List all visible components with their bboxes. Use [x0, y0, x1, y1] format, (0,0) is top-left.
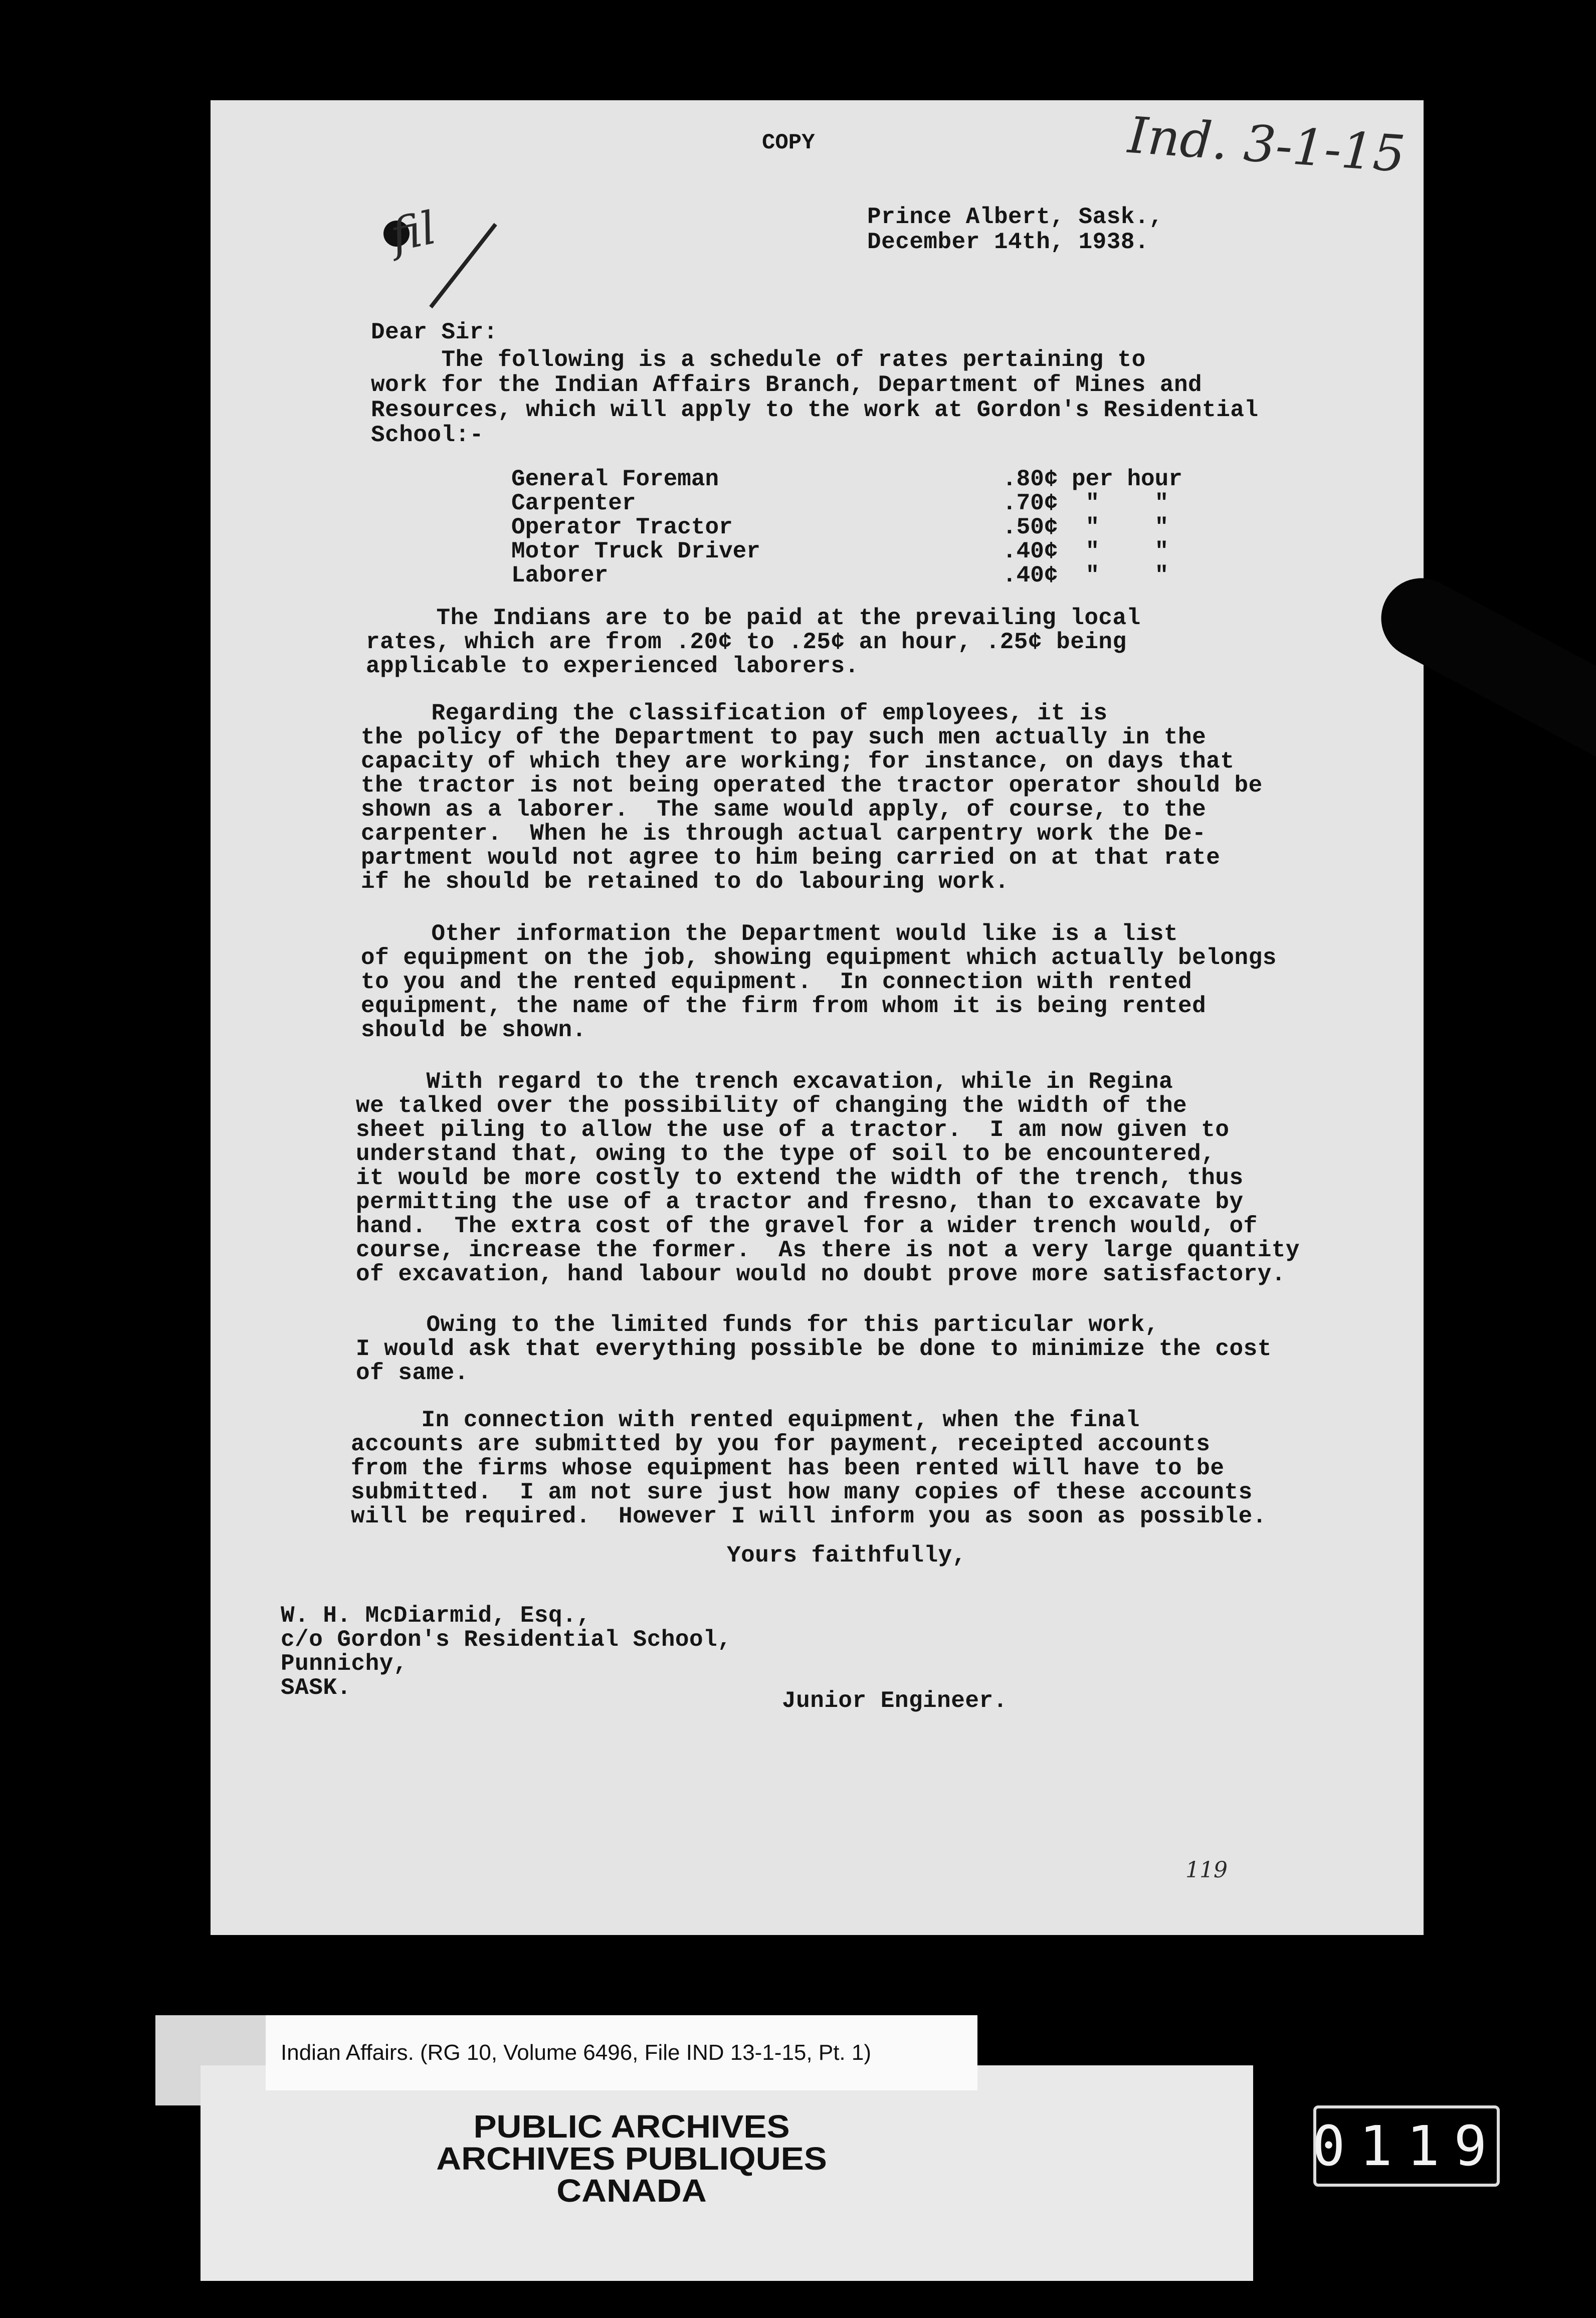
text-line: of same.: [356, 1360, 469, 1386]
signature-title: Junior Engineer.: [782, 1688, 1008, 1714]
text-line: shown as a laborer. The same would apply, of course, to the: [361, 797, 1207, 823]
text-line: The following is a schedule of rates pertaining to: [371, 347, 1146, 373]
text-line: rates, which are from .20¢ to .25¢ an hour, .25¢ being: [366, 629, 1127, 655]
text-line: Resources, which will apply to the work at Gordon's Residential: [371, 397, 1259, 423]
salutation: Dear Sir:: [371, 319, 498, 345]
copy-label: COPY: [762, 130, 815, 155]
text-line: accounts are submitted by you for payment, receipted accounts: [351, 1431, 1211, 1457]
rate-value: .40¢ " ": [1003, 538, 1169, 564]
text-line: hand. The extra cost of the gravel for a wider trench would, of: [356, 1213, 1258, 1239]
archives-stamp: [381, 2110, 882, 2207]
closing: Yours faithfully,: [727, 1542, 966, 1569]
text-line: equipment, the name of the firm from whom it is being rented: [361, 993, 1207, 1019]
text-line: partment would not agree to him being carried on at that rate: [361, 845, 1221, 871]
letter-date: December 14th, 1938.: [867, 229, 1149, 255]
text-line: W. H. McDiarmid, Esq.,: [281, 1603, 591, 1629]
text-line: c/o Gordon's Residential School,: [281, 1627, 732, 1653]
text-line: understand that, owing to the type of soil to be encountered,: [356, 1141, 1216, 1167]
archives-line-2: ARCHIVES PUBLIQUES: [436, 2141, 827, 2177]
text-line: In connection with rented equipment, when the final: [351, 1407, 1140, 1433]
text-line: sheet piling to allow the use of a tractor. I am now given to: [356, 1117, 1230, 1143]
text-line: of equipment on the job, showing equipment which actually belongs: [361, 945, 1277, 971]
text-line: applicable to experienced laborers.: [366, 653, 859, 679]
rate-role: Laborer: [511, 562, 609, 589]
text-line: the tractor is not being operated the tractor operator should be: [361, 772, 1263, 799]
text-line: Punnichy,: [281, 1651, 408, 1677]
text-line: SASK.: [281, 1675, 351, 1701]
text-line: Other information the Department would like is a list: [361, 921, 1178, 947]
text-line: With regard to the trench excavation, while in Regina: [356, 1069, 1173, 1095]
text-line: should be shown.: [361, 1017, 586, 1043]
text-line: of excavation, hand labour would no doubt prove more satisfactory.: [356, 1261, 1286, 1287]
text-line: the policy of the Department to pay such men actually in the: [361, 724, 1207, 750]
handwritten-fil-note: fil: [386, 201, 441, 263]
text-line: carpenter. When he is through actual carpentry work the De-: [361, 821, 1207, 847]
text-line: permitting the use of a tractor and fresno, than to excavate by: [356, 1189, 1244, 1215]
text-line: course, increase the former. As there is not a very large quantity: [356, 1237, 1300, 1263]
handwritten-file-reference: Ind. 3-1-15: [1126, 105, 1407, 184]
rate-value: .50¢ " ": [1003, 514, 1169, 540]
text-line: from the firms whose equipment has been rented will have to be: [351, 1455, 1225, 1481]
document-page: [211, 100, 1424, 1935]
rate-role: Carpenter: [511, 490, 636, 516]
text-line: will be required. However I will inform you as soon as possible.: [351, 1503, 1267, 1529]
archives-line-1: PUBLIC ARCHIVES: [473, 2108, 790, 2145]
rate-value: .80¢ per hour: [1003, 466, 1182, 492]
archives-line-3: CANADA: [556, 2173, 707, 2209]
archive-citation: Indian Affairs. (RG 10, Volume 6496, File IND 13-1-15, Pt. 1): [266, 2015, 977, 2090]
pen-stroke: [429, 223, 497, 308]
text-line: I would ask that everything possible be done to minimize the cost: [356, 1336, 1272, 1362]
text-line: capacity of which they are working; for instance, on days that: [361, 748, 1235, 775]
text-line: it would be more costly to extend the width of the trench, thus: [356, 1165, 1244, 1191]
text-line: submitted. I am not sure just how many copies of these accounts: [351, 1479, 1253, 1505]
text-line: to you and the rented equipment. In connection with rented: [361, 969, 1192, 995]
rate-role: Operator Tractor: [511, 514, 733, 540]
text-line: School:-: [371, 422, 484, 448]
rate-value: .40¢ " ": [1003, 562, 1169, 589]
handwritten-page-number: 119: [1185, 1857, 1228, 1883]
text-line: Regarding the classification of employees, it is: [361, 700, 1108, 726]
rate-role: General Foreman: [511, 466, 719, 492]
frame-number: 0119: [1313, 2105, 1500, 2187]
text-line: Owing to the limited funds for this particular work,: [356, 1312, 1159, 1338]
text-line: we talked over the possibility of changing the width of the: [356, 1093, 1187, 1119]
rate-value: .70¢ " ": [1003, 490, 1169, 516]
text-line: work for the Indian Affairs Branch, Department of Mines and: [371, 372, 1203, 398]
rate-role: Motor Truck Driver: [511, 538, 760, 564]
letter-place: Prince Albert, Sask.,: [867, 204, 1163, 230]
text-line: The Indians are to be paid at the prevailing local: [366, 605, 1141, 631]
text-line: if he should be retained to do labouring work.: [361, 869, 1009, 895]
